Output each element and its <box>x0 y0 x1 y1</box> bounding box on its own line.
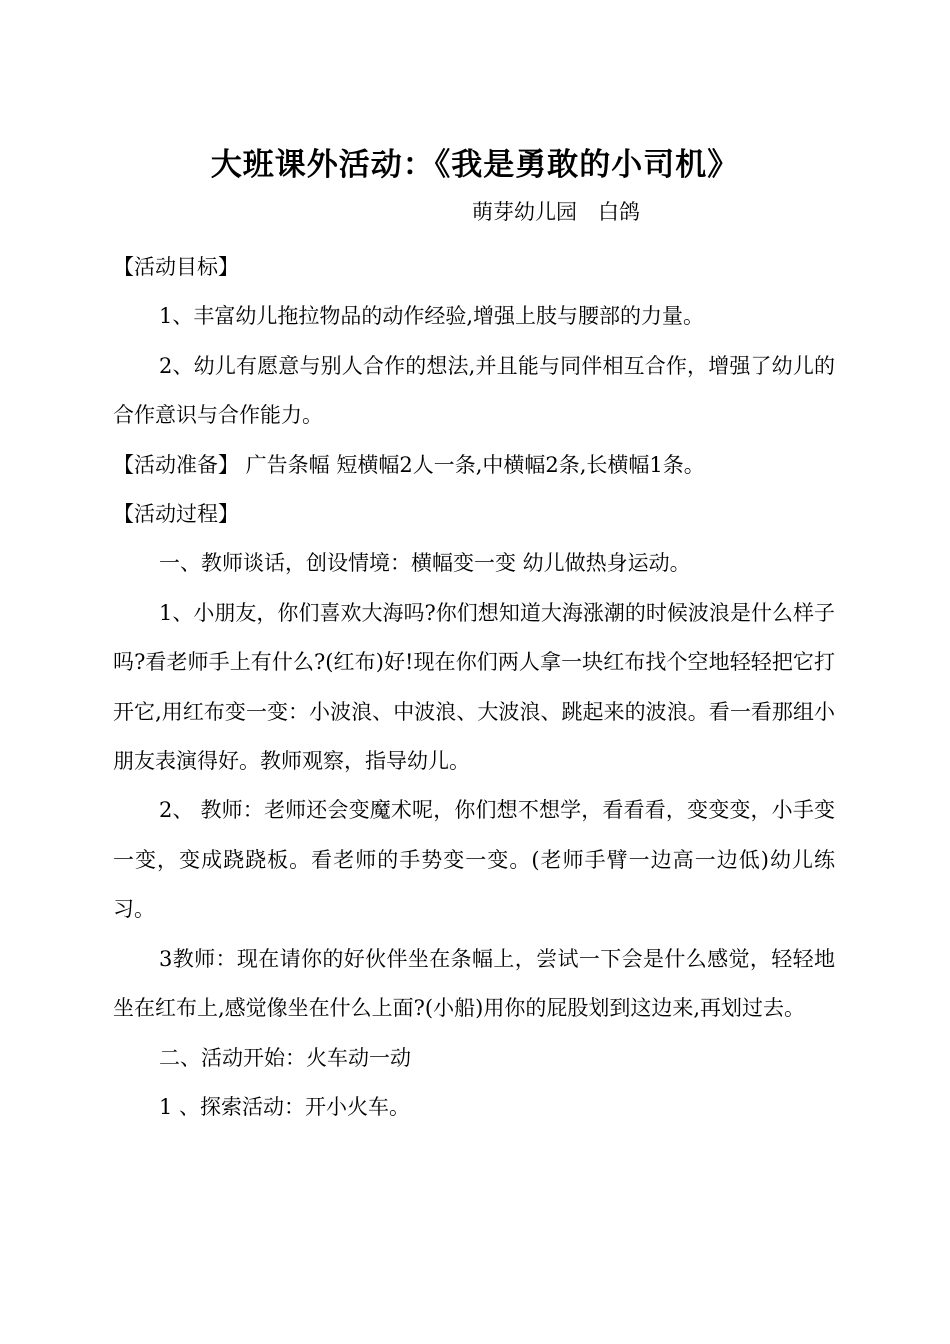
paragraph-step-one-1: 1、小朋友，你们喜欢大海吗?你们想知道大海涨潮的时候波浪是什么样子吗?看老师手上有什么?(红布)好!现在你们两人拿一块红布找个空地轻轻把它打开它,用红布变一变：小波浪、中波浪、大波浪、跳起来的波浪。看一看那组小朋友表演得好。教师观察，指导幼儿。 <box>113 600 835 774</box>
paragraph-goal-2: 2、幼儿有愿意与别人合作的想法,并且能与同伴相互合作，增强了幼儿的合作意识与合作能力。 <box>113 353 835 428</box>
paragraph-step-one: 一、教师谈话，创设情境：横幅变一变 幼儿做热身运动。 <box>159 551 691 576</box>
paragraph-step-two: 二、活动开始：火车动一动 <box>159 1045 411 1070</box>
document-title: 大班课外活动：《我是勇敢的小司机》 <box>210 147 740 183</box>
paragraph-preparation: 【活动准备】 广告条幅 短横幅2人一条,中横幅2条,长横幅1条。 <box>113 452 705 477</box>
section-heading-process: 【活动过程】 <box>113 502 239 527</box>
paragraph-step-two-1: 1 、探索活动：开小火车。 <box>159 1094 411 1119</box>
paragraph-goal-1: 1、丰富幼儿拖拉物品的动作经验,增强上肢与腰部的力量。 <box>159 304 705 329</box>
document-author: 萌芽幼儿园 白鸽 <box>472 200 640 224</box>
paragraph-step-one-2: 2、 教师：老师还会变魔术呢，你们想不想学，看看看，变变变，小手变一变，变成跷跷板。看老师的手势变一变。(老师手臂一边高一边低)幼儿练习。 <box>113 798 835 922</box>
document-body <box>113 243 835 1132</box>
section-heading-goals: 【活动目标】 <box>113 255 239 279</box>
paragraph-step-one-3: 3教师：现在请你的好伙伴坐在条幅上，尝试一下会是什么感觉，轻轻地坐在红布上,感觉像坐在什么上面?(小船)用你的屁股划到这边来,再划过去。 <box>113 946 835 1021</box>
